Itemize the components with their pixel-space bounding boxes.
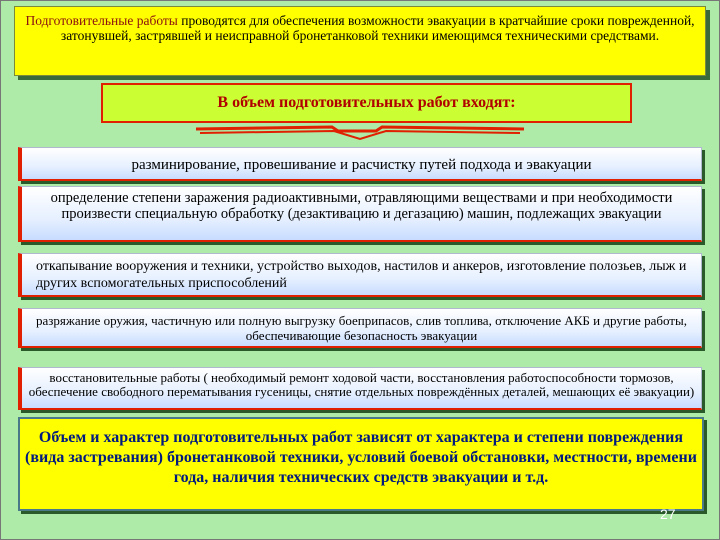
list-item-digging: откапывание вооружения и техники, устройство выходов, настилов и анкеров, изготовление полозьев, лыж и других вспомогательных приспособлений	[18, 253, 702, 297]
intro-lead: Подготовительные работы	[25, 13, 178, 28]
list-item-repair: восстановительные работы ( необходимый ремонт ходовой части, восстановления работоспособности тормозов, обеспечение свободного перематывания гусеницы, снятие отдельных повреждённых деталей, мешающих её эвакуации)	[18, 367, 702, 410]
section-header: В объем подготовительных работ входят:	[101, 83, 632, 123]
list-item-contamination: определение степени заражения радиоактивными, отравляющими веществами и при необходимости произвести специальную обработку (дезактивацию и дегазацию) машин, подлежащих эвакуации	[18, 186, 702, 242]
page-number: 27	[660, 506, 676, 522]
list-item-unloading: разряжание оружия, частичную или полную выгрузку боеприпасов, слив топлива, отключение АКБ и другие работы, обеспечивающие безопасность эвакуации	[18, 308, 702, 348]
conclusion-box: Объем и характер подготовительных работ зависят от характера и степени повреждения (вида застревания) бронетанковой техники, условий боевой обстановки, местности, времени года, наличия технических средств эвакуации и т.д.	[18, 417, 704, 511]
intro-text: проводятся для обеспечения возможности эвакуации в кратчайшие сроки поврежденной, затонувшей, застрявшей и неисправной бронетанковой техники имеющимся техническими средствами.	[60, 13, 695, 43]
list-item-demining: разминирование, провешивание и расчистку путей подхода и эвакуации	[18, 147, 702, 181]
brace-decoration	[0, 0, 720, 150]
